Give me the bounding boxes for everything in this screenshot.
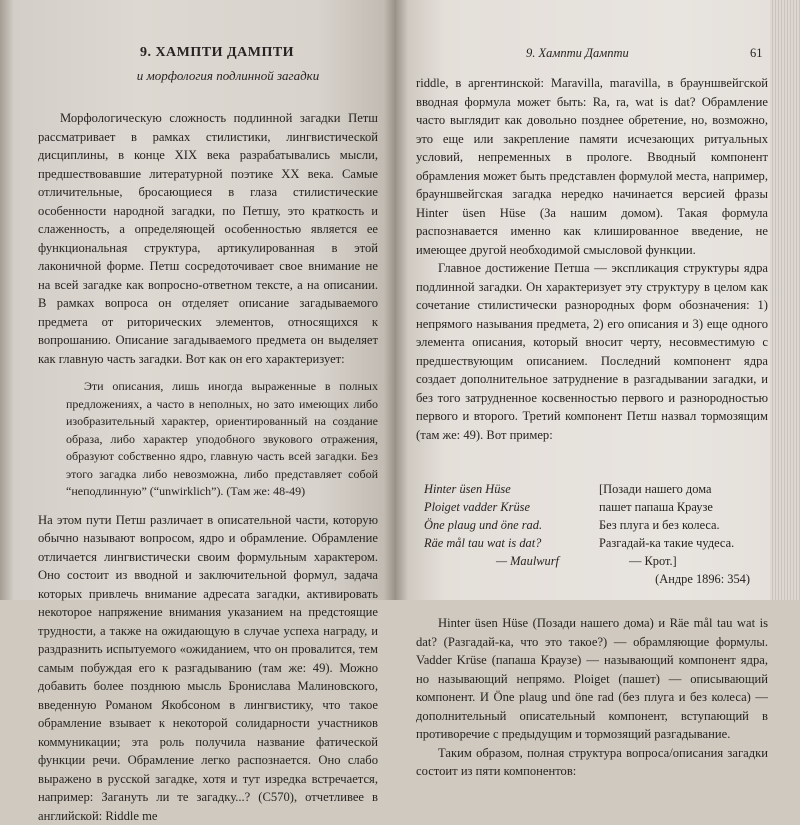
left-page [0,0,396,600]
poem-line-german: Ploiget vadder Krüse [424,498,599,516]
block-quote-text: Эти описания, лишь иногда выраженные в полных предложениях, а часто в неполных, но зато имеющих либо изобразительный характер, ориентированный на создание образа, либо характер уподобного звукового отражения, образуют собственно ядро, главную часть всей загадки. Без этого загадка либо невозможна, либо представляет собой “неподлинную” (“unwirklich”). (Там же: 48-49) [66,378,378,501]
poem-line-german: Öne plaug und öne rad. [424,516,599,534]
poem-source: (Андре 1896: 354) [424,570,768,588]
chapter-heading: 9. ХАМПТИ ДАМПТИ [56,44,378,63]
riddle-example [424,480,768,588]
poem-line-german: Räe mål tau wat is dat? [424,534,599,552]
left-page-edge-shadow [0,0,14,600]
poem-line-russian: [Позади нашего дома [599,480,768,498]
poem-line-russian: Без плуга и без колеса. [599,516,768,534]
poem-line [424,498,768,516]
left-page-text [38,44,378,825]
right-page-text [416,74,768,781]
right-paragraph-4: Таким образом, полная структура вопроса/описания загадки состоит из пяти компонентов: [416,744,768,781]
right-page [396,0,800,600]
book-gutter [384,0,408,600]
right-paragraph-2: Главное достижение Петша — экспликация структуры ядра подлинной загадки. Он характеризует эту структуру в целом как сочетание стилистически разнородных форм обозначения: 1) непрямого называния предмета, 2) его описания и 3) еще одного элемента описания, который вносит черту, несовместимую с предшествующим описанием. Последний компонент ядра создает дополнительное затруднение в разгадывании загадки, и без того затрудненное косвенностью первого и разнородностью первого и второго. Третий компонент Петш назвал тормозящим (там же: 49). Вот пример: [416,259,768,444]
chapter-subheading: и морфология подлинной загадки [78,67,378,86]
poem-line [424,552,768,570]
poem-line [424,516,768,534]
page-number: 61 [750,46,763,61]
poem-line [424,534,768,552]
poem-line-german: Hinter üsen Hüse [424,480,599,498]
right-paragraph-1: riddle, в аргентинской: Maravilla, maravilla, в брауншвейгской вводная формула может быть: Ra, ra, wat is dat? Обрамление часто выглядит как довольно позднее обретение, но, возможно, это еще или закрепление памяти исчезающих ритуальных условий, непременных в прологе. Вводный компонент обрамления может быть представлен формулой места, например, брауншвейгская загадка нередко начинается версией фразы Hinter üsen Hüse (За нашим домом). Такая формула распознавается именно как клишированное введение, не имеющее другой необходимой смысловой функции. [416,74,768,259]
left-paragraph-2: На этом пути Петш различает в описательной части, которую обычно называют вопросом, ядро и обрамление. Обрамление отличается лингвистически своим формульным характером. Оно состоит из вводной и заключительной формул, задача которых привлечь внимание адресата загадки, активировать некоторое напряжение внимания указанием на предстоящие трудности, а также на ожидающую в случае успеха награду, и раздразнить испытуемого «ожиданием, что он провалится, тем самым побуждая его к разгадыванию (там же: 49). Можно добавить более позднюю мысль Бронислава Малиновского, введенную Романом Якобсоном в лингвистику, что такое обрамление взывает к некоторой солидарности участников коммуникации; эта роль получила название фатической функции речи. Обрамление легко распознается. Оно слабо выражено в русской загадке, хотя и тут изредка встречается, например: Загануть ли те загадку...? (С570), отчетливее в английской: Riddle me [38,511,378,825]
poem-line [424,480,768,498]
poem-line-russian: — Крот.] [599,552,768,570]
left-paragraph-1: Морфологическую сложность подлинной загадки Петш рассматривает в рамках стилистики, лингвистической дисциплины, в конце XIX века разрабатывались мысли, предшествовавшие литературной поэтике XX века. Самые отличительные, бросающиеся в глаза стилистические особенности народной загадки, по Петшу, это краткость и слаженность, а определяющей особенностью является ее функциональная структура, артикулированная в этой лаконичной форме. Петш сосредоточивает свое внимание не на всей загадке как вопросно-ответном тексте, а на описании. В рамках вопроса он отделяет описание загадываемого предмета от риторических элементов, относящихся к вопрошанию. Описание загадываемого предмета он выделяет как главную часть загадки. Вот как он его характеризует: [38,109,378,368]
page-stack-edge [770,0,800,600]
poem-line-german: — Maulwurf [424,552,599,570]
block-quote [66,378,378,501]
poem-line-russian: Разгадай-ка такие чудеса. [599,534,768,552]
running-head: 9. Хампти Дампти [526,46,629,61]
right-paragraph-3: Hinter üsen Hüse (Позади нашего дома) и Räe mål tau wat is dat? (Разгадай-ка, что это такое?) — обрамляющие формулы. Vadder Krüse (папаша Краузе) — называющий компонент ядра, но называющий непрямо. Ploiget (пашет) — описывающий компонент. И Öne plaug und öne rad (без плуга и без колеса) — дополнительный описательный компонент, вступающий в противоречие с предыдущим и тормозящий разгадывание. [416,614,768,744]
poem-line-russian: пашет папаша Краузе [599,498,768,516]
